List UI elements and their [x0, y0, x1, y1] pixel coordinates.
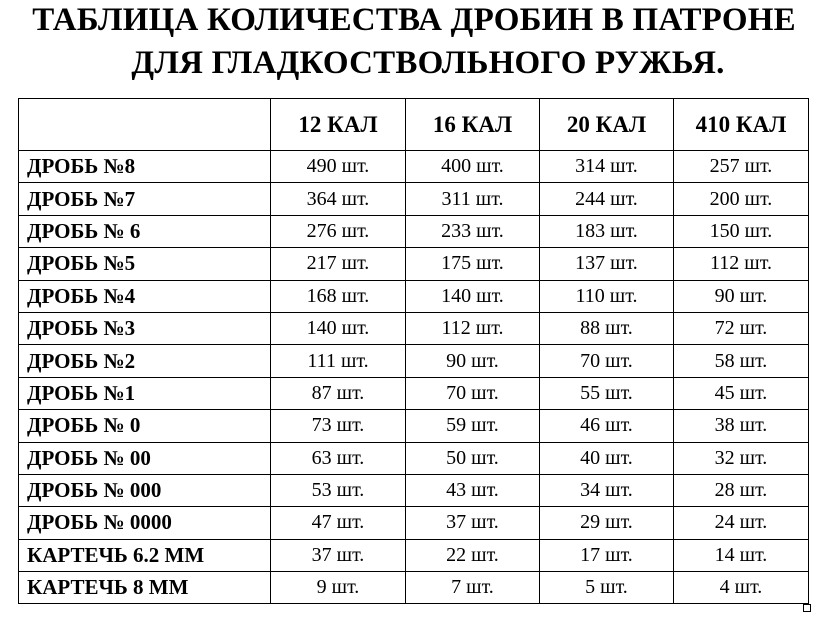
- table-cell: 110 шт.: [540, 280, 674, 312]
- table-row: [19, 410, 809, 442]
- table-cell: 257 шт.: [674, 151, 809, 183]
- table-cell: 17 шт.: [540, 539, 674, 571]
- table-cell: 150 шт.: [674, 215, 809, 247]
- table-corner-cell: [19, 99, 271, 151]
- table-cell: 34 шт.: [540, 474, 674, 506]
- row-label: ДРОБЬ № 000: [19, 474, 271, 506]
- table-row: [19, 280, 809, 312]
- table-header-row: [19, 99, 809, 151]
- row-label: КАРТЕЧЬ 8 ММ: [19, 572, 271, 604]
- table-row: [19, 539, 809, 571]
- table-cell: 70 шт.: [406, 377, 540, 409]
- table-cell: 55 шт.: [540, 377, 674, 409]
- table-cell: 24 шт.: [674, 507, 809, 539]
- table-cell: 47 шт.: [271, 507, 406, 539]
- table-cell: 14 шт.: [674, 539, 809, 571]
- table-cell: 233 шт.: [406, 215, 540, 247]
- row-label: ДРОБЬ № 00: [19, 442, 271, 474]
- row-label: ДРОБЬ №4: [19, 280, 271, 312]
- table-cell: 314 шт.: [540, 151, 674, 183]
- table-row: [19, 345, 809, 377]
- table-row: [19, 151, 809, 183]
- table-cell: 87 шт.: [271, 377, 406, 409]
- row-label: КАРТЕЧЬ 6.2 ММ: [19, 539, 271, 571]
- table-cell: 140 шт.: [406, 280, 540, 312]
- table-cell: 168 шт.: [271, 280, 406, 312]
- table-row: [19, 442, 809, 474]
- table-cell: 88 шт.: [540, 312, 674, 344]
- table-cell: 43 шт.: [406, 474, 540, 506]
- table-cell: 58 шт.: [674, 345, 809, 377]
- table-cell: 183 шт.: [540, 215, 674, 247]
- table-cell: 45 шт.: [674, 377, 809, 409]
- column-header-12-cal: 12 КАЛ: [271, 99, 406, 151]
- table-cell: 276 шт.: [271, 215, 406, 247]
- table-cell: 490 шт.: [271, 151, 406, 183]
- table-cell: 400 шт.: [406, 151, 540, 183]
- table-cell: 63 шт.: [271, 442, 406, 474]
- table-row: [19, 215, 809, 247]
- table-cell: 112 шт.: [406, 312, 540, 344]
- table-cell: 217 шт.: [271, 248, 406, 280]
- table-cell: 311 шт.: [406, 183, 540, 215]
- table-row: [19, 572, 809, 604]
- table-cell: 37 шт.: [406, 507, 540, 539]
- table-cell: 90 шт.: [406, 345, 540, 377]
- table-cell: 244 шт.: [540, 183, 674, 215]
- table-row: [19, 507, 809, 539]
- resize-handle-icon[interactable]: [803, 604, 811, 612]
- table-cell: 5 шт.: [540, 572, 674, 604]
- table-cell: 46 шт.: [540, 410, 674, 442]
- table-cell: 137 шт.: [540, 248, 674, 280]
- table-cell: 37 шт.: [271, 539, 406, 571]
- row-label: ДРОБЬ №3: [19, 312, 271, 344]
- table-cell: 50 шт.: [406, 442, 540, 474]
- page-title-line-2: ДЛЯ ГЛАДКОСТВОЛЬНОГО РУЖЬЯ.: [131, 45, 725, 81]
- page-title-line-1: ТАБЛИЦА КОЛИЧЕСТВА ДРОБИН В ПАТРОНЕ: [32, 2, 796, 38]
- row-label: ДРОБЬ №5: [19, 248, 271, 280]
- table-cell: 7 шт.: [406, 572, 540, 604]
- table-cell: 112 шт.: [674, 248, 809, 280]
- table-cell: 4 шт.: [674, 572, 809, 604]
- table-cell: 111 шт.: [271, 345, 406, 377]
- row-label: ДРОБЬ №1: [19, 377, 271, 409]
- column-header-410-cal: 410 КАЛ: [674, 99, 809, 151]
- shot-count-table: [18, 98, 809, 604]
- table-row: [19, 474, 809, 506]
- table-cell: 40 шт.: [540, 442, 674, 474]
- table-cell: 53 шт.: [271, 474, 406, 506]
- table-cell: 90 шт.: [674, 280, 809, 312]
- table-row: [19, 248, 809, 280]
- row-label: ДРОБЬ № 0000: [19, 507, 271, 539]
- table-cell: 9 шт.: [271, 572, 406, 604]
- table-cell: 364 шт.: [271, 183, 406, 215]
- row-label: ДРОБЬ №8: [19, 151, 271, 183]
- table-cell: 200 шт.: [674, 183, 809, 215]
- table-cell: 175 шт.: [406, 248, 540, 280]
- table-cell: 70 шт.: [540, 345, 674, 377]
- table-cell: 140 шт.: [271, 312, 406, 344]
- table-cell: 38 шт.: [674, 410, 809, 442]
- table-cell: 32 шт.: [674, 442, 809, 474]
- table-cell: 29 шт.: [540, 507, 674, 539]
- table-row: [19, 312, 809, 344]
- table-cell: 59 шт.: [406, 410, 540, 442]
- table-row: [19, 377, 809, 409]
- table-row: [19, 183, 809, 215]
- column-header-20-cal: 20 КАЛ: [540, 99, 674, 151]
- row-label: ДРОБЬ № 6: [19, 215, 271, 247]
- row-label: ДРОБЬ №2: [19, 345, 271, 377]
- table-cell: 73 шт.: [271, 410, 406, 442]
- row-label: ДРОБЬ № 0: [19, 410, 271, 442]
- row-label: ДРОБЬ №7: [19, 183, 271, 215]
- table-cell: 22 шт.: [406, 539, 540, 571]
- table-cell: 28 шт.: [674, 474, 809, 506]
- column-header-16-cal: 16 КАЛ: [406, 99, 540, 151]
- table-cell: 72 шт.: [674, 312, 809, 344]
